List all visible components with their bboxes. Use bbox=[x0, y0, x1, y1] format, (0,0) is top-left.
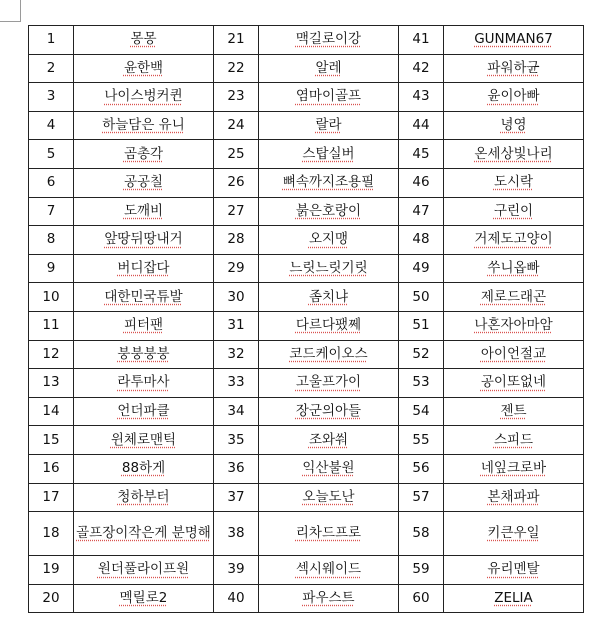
nickname-cell: 대한민국튜발 bbox=[74, 283, 214, 312]
number-cell: 33 bbox=[214, 369, 259, 398]
nickname-cell: 뼈속까지조용필 bbox=[259, 168, 399, 197]
nickname-cell: 피터팬 bbox=[74, 311, 214, 340]
nickname-cell: 좀치냐 bbox=[259, 283, 399, 312]
nickname-cell: 조와쒀 bbox=[259, 426, 399, 455]
corner-mark bbox=[0, 0, 24, 24]
number-cell: 55 bbox=[399, 426, 444, 455]
nickname-cell: 몽몽 bbox=[74, 26, 214, 55]
number-cell: 19 bbox=[29, 556, 74, 585]
number-cell: 17 bbox=[29, 483, 74, 512]
number-cell: 38 bbox=[214, 512, 259, 556]
nickname-cell: 골프장이작은게 분명해 bbox=[74, 512, 214, 556]
nickname-cell: 랄라 bbox=[259, 111, 399, 140]
number-cell: 8 bbox=[29, 226, 74, 255]
nickname-cell: 녕영 bbox=[444, 111, 584, 140]
table-row bbox=[29, 54, 584, 83]
table-row bbox=[29, 397, 584, 426]
nickname-cell: 본채파파 bbox=[444, 483, 584, 512]
number-cell: 43 bbox=[399, 83, 444, 112]
number-cell: 23 bbox=[214, 83, 259, 112]
nickname-cell: 88하게 bbox=[74, 454, 214, 483]
nickname-cell: 붕붕붕붕 bbox=[74, 340, 214, 369]
nickname-cell: 젠트 bbox=[444, 397, 584, 426]
table-row bbox=[29, 426, 584, 455]
table-row bbox=[29, 369, 584, 398]
nickname-cell: 붉은호랑이 bbox=[259, 197, 399, 226]
number-cell: 27 bbox=[214, 197, 259, 226]
nickname-cell: 도시락 bbox=[444, 168, 584, 197]
number-cell: 56 bbox=[399, 454, 444, 483]
nickname-cell: 청하부터 bbox=[74, 483, 214, 512]
nickname-cell: 리차드프로 bbox=[259, 512, 399, 556]
number-cell: 36 bbox=[214, 454, 259, 483]
number-cell: 60 bbox=[399, 584, 444, 613]
number-cell: 5 bbox=[29, 140, 74, 169]
number-cell: 18 bbox=[29, 512, 74, 556]
number-cell: 39 bbox=[214, 556, 259, 585]
table-row bbox=[29, 556, 584, 585]
nickname-cell: 키큰우일 bbox=[444, 512, 584, 556]
table-row bbox=[29, 584, 584, 613]
number-cell: 42 bbox=[399, 54, 444, 83]
nickname-cell: 나혼자아마암 bbox=[444, 311, 584, 340]
number-cell: 4 bbox=[29, 111, 74, 140]
table-row bbox=[29, 283, 584, 312]
number-cell: 22 bbox=[214, 54, 259, 83]
table-row bbox=[29, 454, 584, 483]
nickname-cell: ZELIA bbox=[444, 584, 584, 613]
number-cell: 16 bbox=[29, 454, 74, 483]
table-row bbox=[29, 83, 584, 112]
table-row bbox=[29, 168, 584, 197]
number-cell: 21 bbox=[214, 26, 259, 55]
number-cell: 47 bbox=[399, 197, 444, 226]
nickname-cell: 도깨비 bbox=[74, 197, 214, 226]
number-cell: 35 bbox=[214, 426, 259, 455]
number-cell: 11 bbox=[29, 311, 74, 340]
nickname-cell: 공이또없네 bbox=[444, 369, 584, 398]
nickname-cell: GUNMAN67 bbox=[444, 26, 584, 55]
nickname-cell: 코드케이오스 bbox=[259, 340, 399, 369]
number-cell: 3 bbox=[29, 83, 74, 112]
nickname-cell: 염마이골프 bbox=[259, 83, 399, 112]
number-cell: 12 bbox=[29, 340, 74, 369]
number-cell: 57 bbox=[399, 483, 444, 512]
nickname-cell: 파워하균 bbox=[444, 54, 584, 83]
number-cell: 45 bbox=[399, 140, 444, 169]
nickname-cell: 거제도고양이 bbox=[444, 226, 584, 255]
number-cell: 46 bbox=[399, 168, 444, 197]
number-cell: 1 bbox=[29, 26, 74, 55]
number-cell: 52 bbox=[399, 340, 444, 369]
number-cell: 54 bbox=[399, 397, 444, 426]
table-row bbox=[29, 311, 584, 340]
nickname-cell: 오지맹 bbox=[259, 226, 399, 255]
nickname-cell: 고울프가이 bbox=[259, 369, 399, 398]
number-cell: 49 bbox=[399, 254, 444, 283]
number-cell: 34 bbox=[214, 397, 259, 426]
nickname-cell: 원더풀라이프원 bbox=[74, 556, 214, 585]
number-cell: 2 bbox=[29, 54, 74, 83]
number-cell: 9 bbox=[29, 254, 74, 283]
nickname-cell: 윈체로맨틱 bbox=[74, 426, 214, 455]
nickname-cell: 버디잡다 bbox=[74, 254, 214, 283]
number-cell: 53 bbox=[399, 369, 444, 398]
nickname-cell: 파우스트 bbox=[259, 584, 399, 613]
number-cell: 40 bbox=[214, 584, 259, 613]
table-row bbox=[29, 340, 584, 369]
table-row bbox=[29, 483, 584, 512]
nickname-cell: 섹시웨이드 bbox=[259, 556, 399, 585]
nickname-cell: 온세상빛나리 bbox=[444, 140, 584, 169]
number-cell: 26 bbox=[214, 168, 259, 197]
number-cell: 30 bbox=[214, 283, 259, 312]
number-cell: 7 bbox=[29, 197, 74, 226]
number-cell: 31 bbox=[214, 311, 259, 340]
number-cell: 10 bbox=[29, 283, 74, 312]
number-cell: 50 bbox=[399, 283, 444, 312]
number-cell: 59 bbox=[399, 556, 444, 585]
number-cell: 29 bbox=[214, 254, 259, 283]
number-cell: 13 bbox=[29, 369, 74, 398]
nickname-cell: 언더파클 bbox=[74, 397, 214, 426]
number-cell: 25 bbox=[214, 140, 259, 169]
nickname-cell: 구린이 bbox=[444, 197, 584, 226]
number-cell: 48 bbox=[399, 226, 444, 255]
nickname-cell: 제로드래곤 bbox=[444, 283, 584, 312]
number-cell: 6 bbox=[29, 168, 74, 197]
table-row bbox=[29, 26, 584, 55]
nickname-cell: 쑤니옵빠 bbox=[444, 254, 584, 283]
nickname-cell: 네잎크로바 bbox=[444, 454, 584, 483]
table-row bbox=[29, 140, 584, 169]
nickname-cell: 앞땅뒤땅내거 bbox=[74, 226, 214, 255]
nickname-cell: 다르다팼쩨 bbox=[259, 311, 399, 340]
number-cell: 58 bbox=[399, 512, 444, 556]
nickname-cell: 유리멘탈 bbox=[444, 556, 584, 585]
number-cell: 44 bbox=[399, 111, 444, 140]
number-cell: 24 bbox=[214, 111, 259, 140]
table-row bbox=[29, 111, 584, 140]
nickname-cell: 나이스벙커퀸 bbox=[74, 83, 214, 112]
number-cell: 41 bbox=[399, 26, 444, 55]
table-row bbox=[29, 512, 584, 556]
number-cell: 32 bbox=[214, 340, 259, 369]
table-row bbox=[29, 254, 584, 283]
nickname-cell: 맥길로이강 bbox=[259, 26, 399, 55]
nickname-cell: 곰총각 bbox=[74, 140, 214, 169]
number-cell: 14 bbox=[29, 397, 74, 426]
nickname-cell: 오늘도난 bbox=[259, 483, 399, 512]
table-row bbox=[29, 226, 584, 255]
nickname-cell: 공공칠 bbox=[74, 168, 214, 197]
nickname-cell: 익산불원 bbox=[259, 454, 399, 483]
nickname-cell: 멕릴로2 bbox=[74, 584, 214, 613]
nickname-cell: 스피드 bbox=[444, 426, 584, 455]
nickname-cell: 스탑실버 bbox=[259, 140, 399, 169]
table-row bbox=[29, 197, 584, 226]
nickname-cell: 알레 bbox=[259, 54, 399, 83]
nickname-cell: 장군의아들 bbox=[259, 397, 399, 426]
number-cell: 20 bbox=[29, 584, 74, 613]
nickname-cell: 느릿느릿기릿 bbox=[259, 254, 399, 283]
nickname-cell: 윤한백 bbox=[74, 54, 214, 83]
number-cell: 28 bbox=[214, 226, 259, 255]
nickname-cell: 하늘담은 유니 bbox=[74, 111, 214, 140]
number-cell: 15 bbox=[29, 426, 74, 455]
nickname-cell: 윤이아빠 bbox=[444, 83, 584, 112]
number-cell: 51 bbox=[399, 311, 444, 340]
number-cell: 37 bbox=[214, 483, 259, 512]
nickname-table bbox=[28, 25, 584, 613]
nickname-cell: 라투마사 bbox=[74, 369, 214, 398]
nickname-cell: 아이언절교 bbox=[444, 340, 584, 369]
